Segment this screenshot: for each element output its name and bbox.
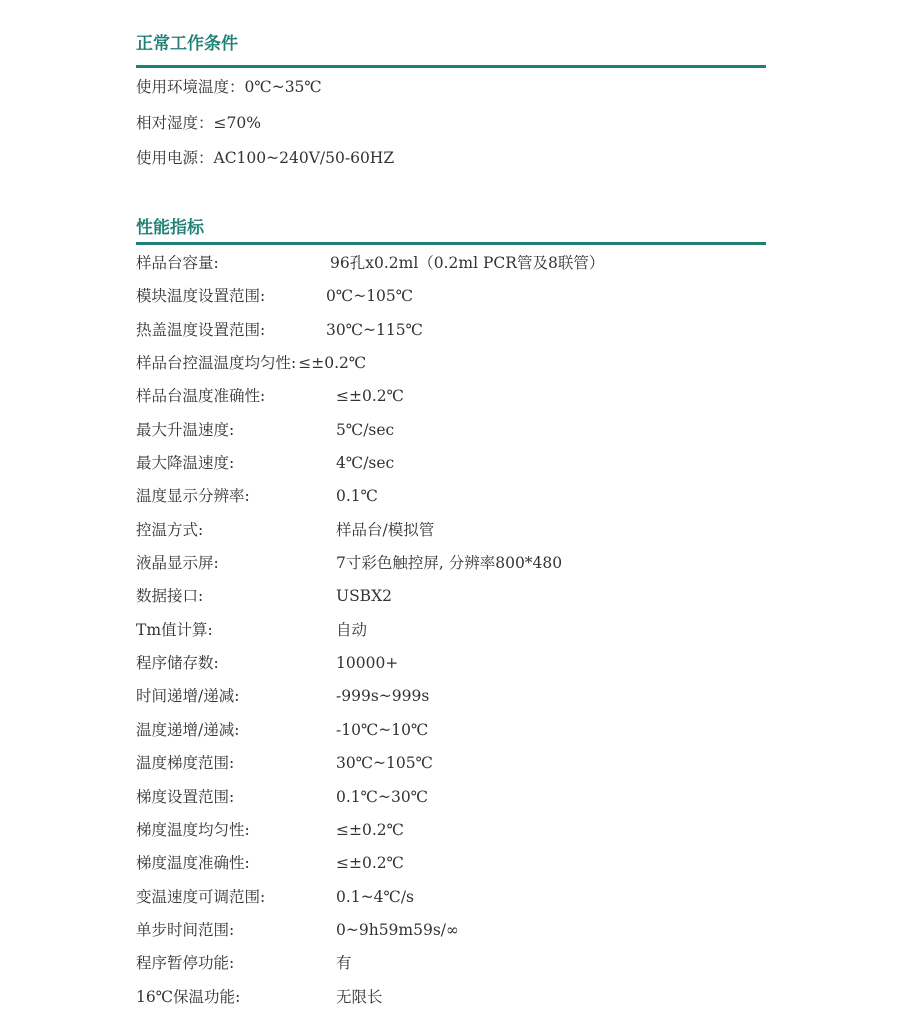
spec-label: 梯度设置范围: (136, 787, 235, 806)
spec-row (136, 480, 766, 513)
condition-text: 使用环境温度：0℃~35℃ (136, 78, 322, 96)
condition-row (136, 70, 766, 106)
spec-row (136, 947, 766, 980)
spec-row (136, 680, 766, 713)
spec-value: 0.1~4℃/s (336, 887, 415, 906)
spec-value: 无限长 (336, 987, 383, 1006)
spec-row (136, 847, 766, 880)
spec-value: 30℃~115℃ (326, 320, 423, 339)
conditions-list (136, 70, 766, 177)
spec-value: 7寸彩色触控屏, 分辨率800*480 (336, 554, 563, 573)
spec-row (136, 781, 766, 814)
spec-value: -10℃~10℃ (336, 720, 429, 739)
performance-section (136, 216, 766, 1014)
spec-label: 程序储存数: (136, 654, 219, 673)
spec-label: 样品台控温温度均匀性: (136, 354, 297, 373)
spec-label: 样品台容量: (136, 254, 219, 272)
performance-title: 性能指标 (136, 218, 204, 238)
performance-divider (136, 242, 766, 245)
spec-row (136, 580, 766, 613)
condition-row (136, 141, 766, 177)
spec-row (136, 814, 766, 847)
spec-label: 热盖温度设置范围: (136, 320, 266, 339)
spec-label: 控温方式: (136, 520, 204, 539)
spec-value: 96孔x0.2ml（0.2ml PCR管及8联管） (330, 254, 605, 272)
spec-value: 有 (336, 954, 352, 973)
spec-value: 自动 (336, 620, 368, 639)
spec-row (136, 981, 766, 1014)
conditions-title: 正常工作条件 (136, 34, 238, 54)
spec-label: 时间递增/递减: (136, 687, 240, 706)
spec-row (136, 347, 766, 380)
spec-label: 温度显示分辨率: (136, 487, 250, 506)
spec-value: ≤±0.2℃ (298, 354, 367, 373)
spec-label: 温度递增/递减: (136, 720, 240, 739)
spec-value: ≤±0.2℃ (336, 387, 404, 406)
conditions-section (136, 32, 766, 177)
spec-label: 变温速度可调范围: (136, 887, 266, 906)
spec-value: 10000+ (336, 654, 399, 673)
spec-row (136, 914, 766, 947)
condition-text: 使用电源：AC100~240V/50-60HZ (136, 149, 395, 167)
spec-row (136, 547, 766, 580)
spec-value: -999s~999s (336, 687, 430, 706)
spec-label: 液晶显示屏: (136, 554, 219, 573)
spec-value: 0.1℃~30℃ (336, 787, 429, 806)
spec-label: 最大升温速度: (136, 420, 235, 439)
spec-row (136, 414, 766, 447)
spec-row (136, 614, 766, 647)
spec-row (136, 881, 766, 914)
spec-row (136, 280, 766, 313)
spec-label: 样品台温度准确性: (136, 387, 266, 406)
conditions-divider (136, 65, 766, 68)
spec-label: 16℃保温功能: (136, 987, 241, 1006)
spec-row (136, 747, 766, 780)
condition-text: 相对湿度：≤70% (136, 113, 261, 132)
spec-row (136, 647, 766, 680)
spec-value: ≤±0.2℃ (336, 854, 404, 873)
spec-label: 最大降温速度: (136, 454, 235, 473)
spec-row (136, 380, 766, 413)
spec-value: 0℃~105℃ (326, 287, 414, 306)
performance-list (136, 247, 766, 1014)
spec-label: 单步时间范围: (136, 920, 235, 939)
spec-row (136, 314, 766, 347)
spec-label: Tm值计算: (136, 620, 213, 639)
spec-label: 模块温度设置范围: (136, 287, 266, 306)
spec-value: USBX2 (336, 587, 392, 606)
spec-label: 数据接口: (136, 587, 204, 606)
spec-label: 温度梯度范围: (136, 754, 235, 773)
spec-label: 梯度温度准确性: (136, 854, 250, 873)
spec-value: 30℃~105℃ (336, 754, 433, 773)
spec-value: 5℃/sec (336, 420, 395, 439)
spec-row (136, 447, 766, 480)
spec-value: 0.1℃ (336, 487, 378, 506)
spec-label: 梯度温度均匀性: (136, 820, 250, 839)
spec-label: 程序暂停功能: (136, 954, 235, 973)
spec-value: 0~9h59m59s/∞ (336, 920, 459, 939)
spec-value: 4℃/sec (336, 454, 395, 473)
spec-row (136, 714, 766, 747)
spec-value: ≤±0.2℃ (336, 820, 404, 839)
spec-row (136, 247, 766, 280)
spec-row (136, 514, 766, 547)
condition-row (136, 106, 766, 142)
spec-value: 样品台/模拟管 (336, 520, 435, 539)
